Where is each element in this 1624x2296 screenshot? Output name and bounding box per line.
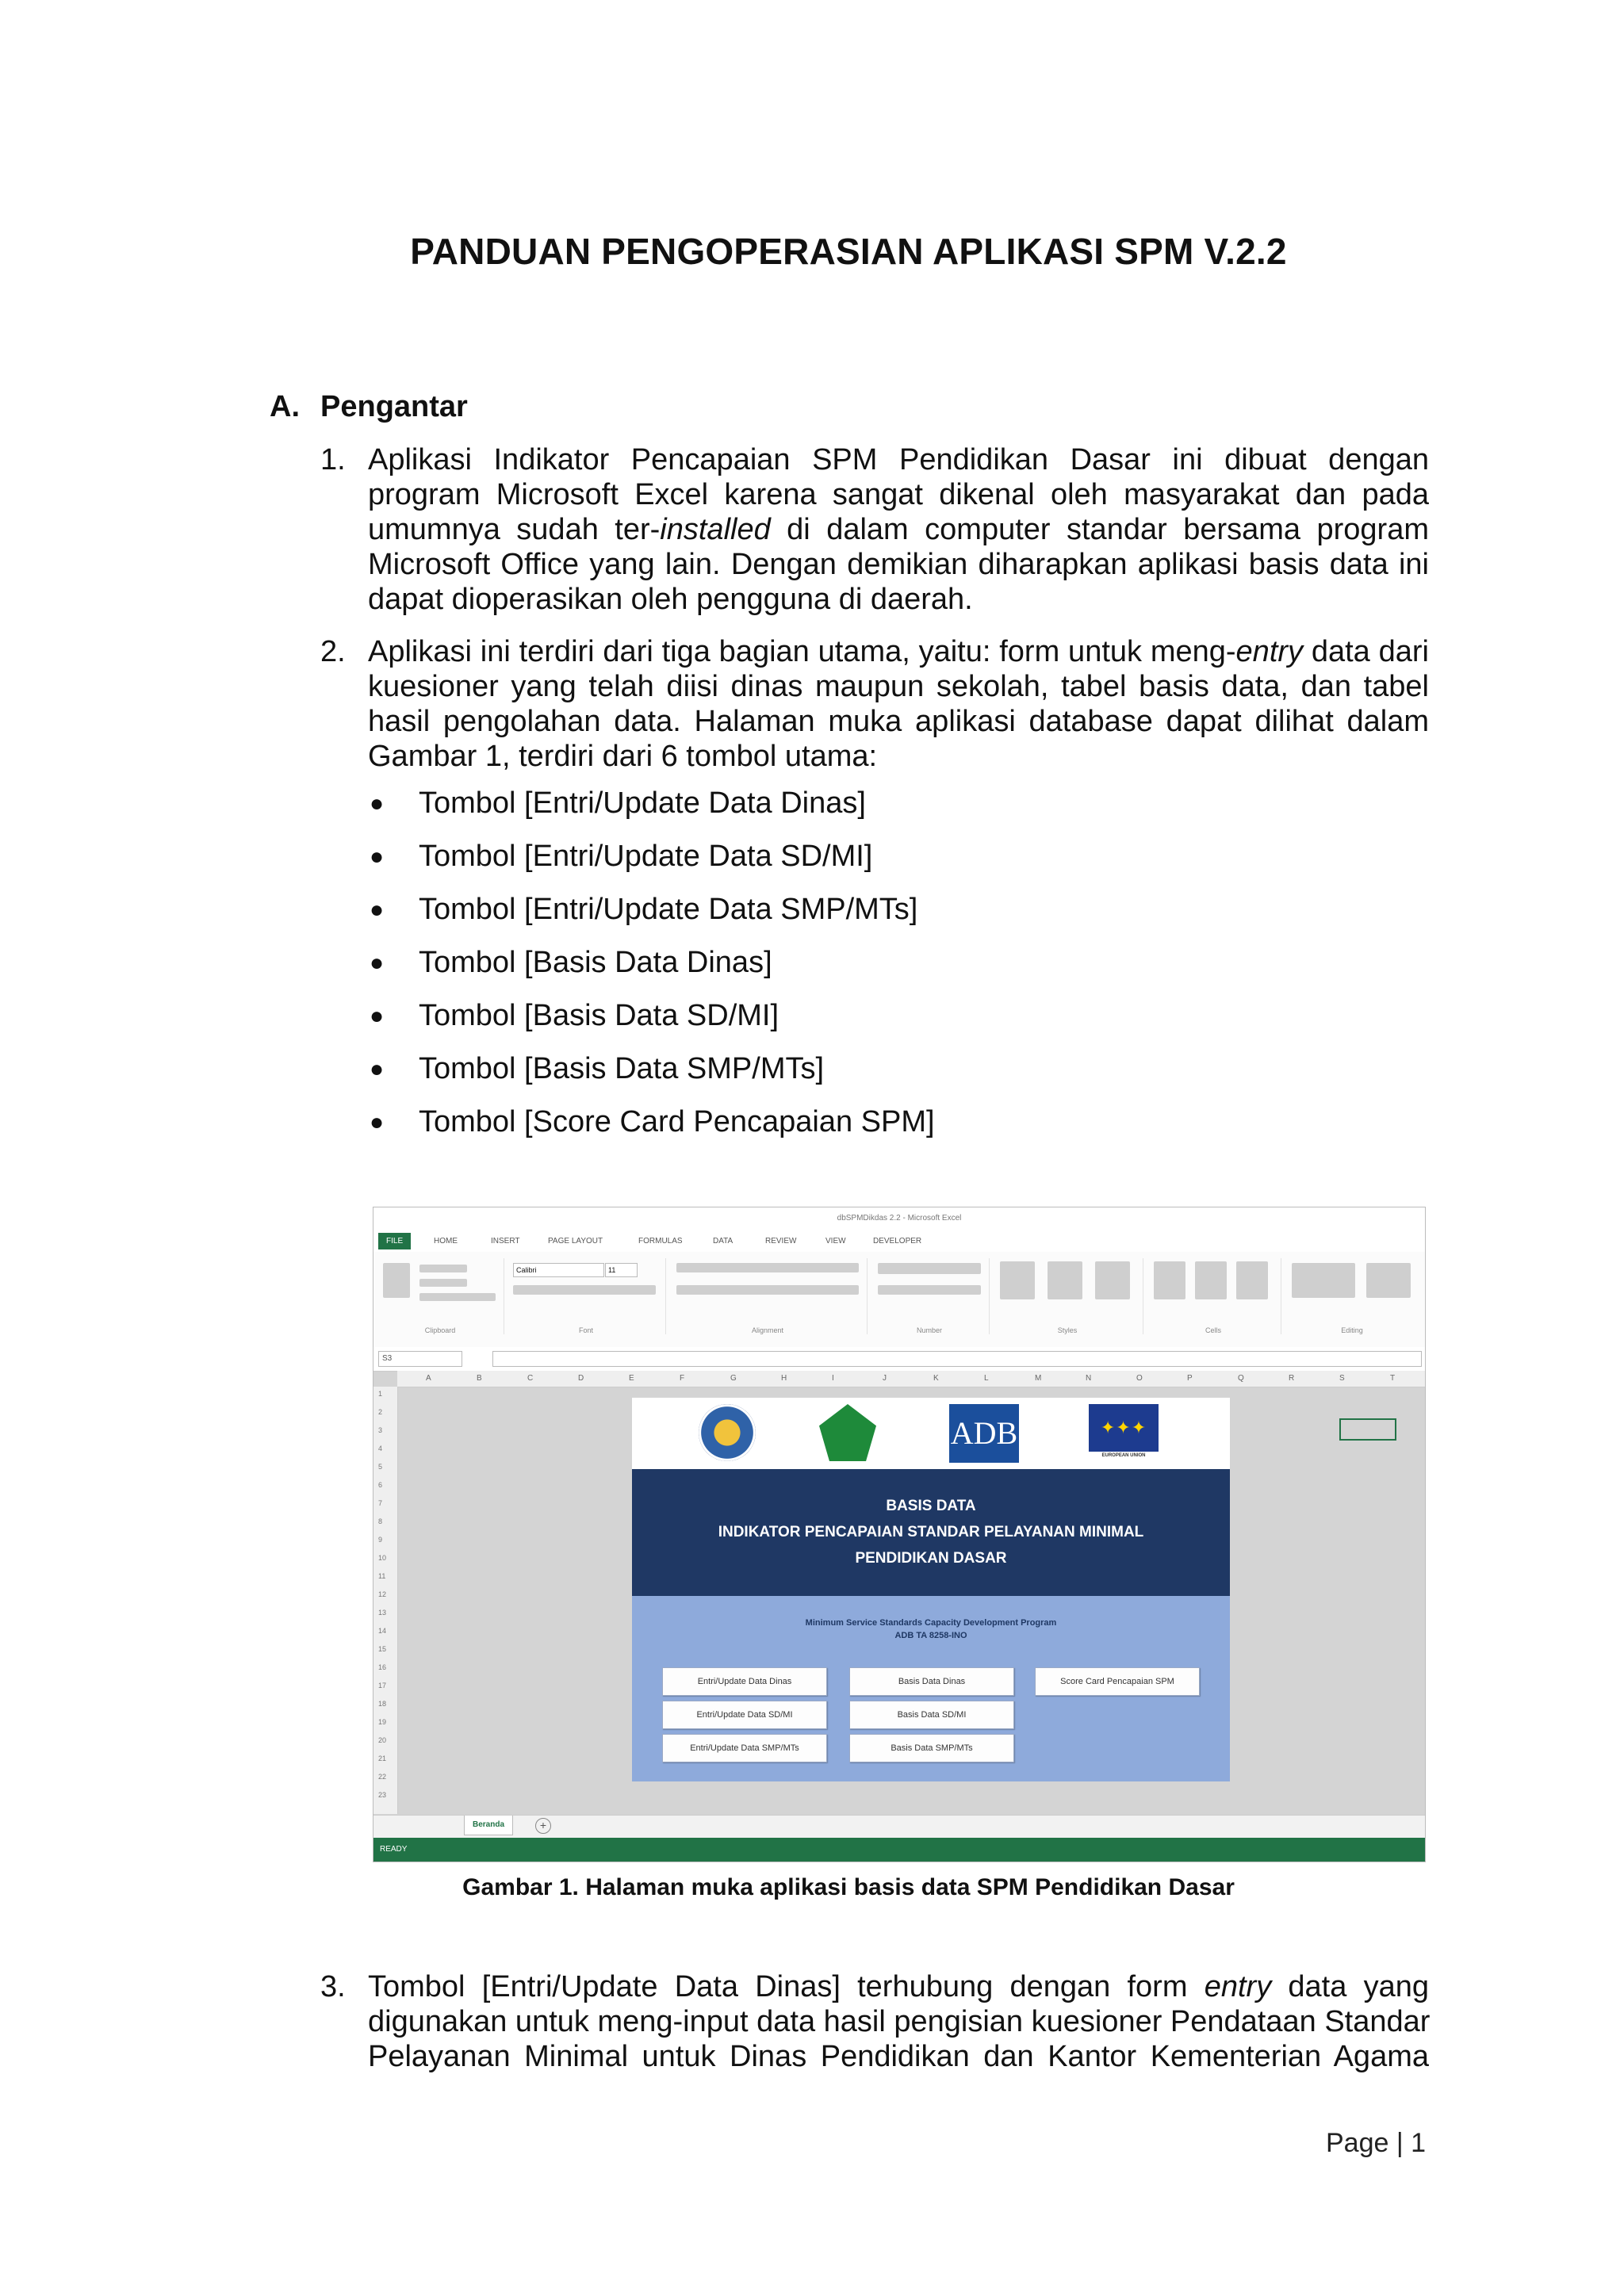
score-card-button[interactable]: Score Card Pencapaian SPM xyxy=(1035,1667,1200,1696)
paragraph-2 xyxy=(320,634,1429,774)
bullet-text: Tombol [Basis Data SD/MI] xyxy=(419,999,779,1032)
ribbon-tab-home: HOME xyxy=(434,1237,458,1246)
bullet-icon: ● xyxy=(370,950,385,976)
ribbon-group-label: Editing xyxy=(1341,1326,1363,1334)
bullet-item xyxy=(370,893,917,927)
bullet-item xyxy=(370,946,772,980)
row-header-8: 8 xyxy=(378,1517,383,1525)
program-caption xyxy=(632,1617,1230,1642)
ribbon-tab-page-layout: PAGE LAYOUT xyxy=(548,1237,603,1246)
row-header-20: 20 xyxy=(378,1736,387,1744)
format-painter-icon xyxy=(419,1293,496,1301)
ribbon-tab-formulas: FORMULAS xyxy=(638,1237,683,1246)
row-header-17: 17 xyxy=(378,1682,387,1689)
ribbon-group-cells xyxy=(1146,1258,1281,1334)
autosum-icon xyxy=(1292,1263,1355,1298)
ribbon-group-label: Styles xyxy=(1057,1326,1078,1334)
section-title: Pengantar xyxy=(320,390,468,423)
eu-flag-logo xyxy=(1089,1404,1159,1452)
bullet-icon: ● xyxy=(370,844,385,870)
ribbon-group-editing xyxy=(1284,1258,1420,1334)
bullet-item xyxy=(370,999,779,1033)
bullet-text: Tombol [Entri/Update Data SMP/MTs] xyxy=(419,893,918,926)
row-header-23: 23 xyxy=(378,1791,387,1799)
row-header-19: 19 xyxy=(378,1718,387,1726)
bullet-icon: ● xyxy=(370,1056,385,1082)
banner-line: BASIS DATA xyxy=(886,1498,976,1514)
entri-dinas-button[interactable]: Entri/Update Data Dinas xyxy=(662,1667,827,1696)
formula-bar xyxy=(373,1347,1425,1372)
figure-caption: Gambar 1. Halaman muka aplikasi basis data SPM Pendidikan Dasar xyxy=(462,1874,1235,1900)
program-line: ADB TA 8258-INO xyxy=(894,1631,967,1640)
entri-smpmts-button[interactable]: Entri/Update Data SMP/MTs xyxy=(662,1734,827,1762)
column-header-p: P xyxy=(1187,1374,1193,1383)
column-header-l: L xyxy=(984,1374,989,1383)
text-line: Aplikasi ini terdiri dari tiga bagian utama, yaitu: form untuk meng-entry data dari xyxy=(368,635,1429,668)
column-header-d: D xyxy=(578,1374,584,1383)
row-headers xyxy=(373,1387,398,1814)
basis-smpmts-button[interactable]: Basis Data SMP/MTs xyxy=(849,1734,1014,1762)
delete-cells-icon xyxy=(1195,1261,1227,1299)
text-line: hasil pengolahan data. Halaman muka aplikasi database dapat dilihat dalam xyxy=(368,705,1429,738)
paragraph-body xyxy=(368,634,1429,774)
column-header-f: F xyxy=(680,1374,685,1383)
format-as-table-icon xyxy=(1048,1261,1082,1299)
section-heading xyxy=(270,390,468,424)
bullet-text: Tombol [Entri/Update Data Dinas] xyxy=(419,786,866,820)
app-home-panel xyxy=(632,1398,1230,1781)
row-header-18: 18 xyxy=(378,1700,387,1708)
row-header-22: 22 xyxy=(378,1773,387,1781)
excel-ribbon xyxy=(373,1252,1425,1348)
merge-center-icon xyxy=(676,1285,859,1295)
column-header-i: I xyxy=(832,1374,834,1383)
text-line: program Microsoft Excel karena sangat dikenal oleh masyarakat dan pada xyxy=(368,478,1429,511)
row-header-1: 1 xyxy=(378,1390,383,1398)
ribbon-tab-file: FILE xyxy=(378,1233,411,1249)
text-line: Aplikasi Indikator Pencapaian SPM Pendidikan Dasar ini dibuat dengan xyxy=(368,443,1429,476)
adb-logo: ADB xyxy=(949,1404,1019,1463)
page-number: Page | 1 xyxy=(1326,2128,1427,2158)
column-header-a: A xyxy=(426,1374,431,1383)
bullet-text: Tombol [Entri/Update Data SD/MI] xyxy=(419,840,873,873)
ribbon-group-clipboard xyxy=(377,1258,504,1334)
font-name-box: Calibri xyxy=(513,1263,604,1277)
banner-line: INDIKATOR PENCAPAIAN STANDAR PELAYANAN MINIMAL xyxy=(718,1524,1144,1540)
ribbon-tab-data: DATA xyxy=(713,1237,733,1246)
bullet-icon: ● xyxy=(370,897,385,923)
bullet-text: Tombol [Basis Data Dinas] xyxy=(419,946,772,979)
row-header-10: 10 xyxy=(378,1554,387,1562)
column-header-q: Q xyxy=(1238,1374,1244,1383)
bullet-item xyxy=(370,786,866,821)
row-header-9: 9 xyxy=(378,1536,383,1544)
name-box: S3 xyxy=(378,1351,462,1367)
paragraph-body xyxy=(368,1969,1429,2074)
bullet-item xyxy=(370,1105,935,1139)
format-cells-icon xyxy=(1236,1261,1268,1299)
column-header-g: G xyxy=(730,1374,737,1383)
font-size-box: 11 xyxy=(605,1263,638,1277)
bullet-item xyxy=(370,1052,824,1086)
text-line: Pelayanan Minimal untuk Dinas Pendidikan dan Kantor Kementerian Agama xyxy=(368,2040,1429,2073)
row-header-7: 7 xyxy=(378,1499,383,1507)
excel-window-title: dbSPMDikdas 2.2 - Microsoft Excel xyxy=(837,1214,962,1223)
ribbon-group-label: Alignment xyxy=(751,1326,784,1334)
column-header-j: J xyxy=(883,1374,887,1383)
column-header-m: M xyxy=(1035,1374,1042,1383)
bullet-text: Tombol [Score Card Pencapaian SPM] xyxy=(419,1105,935,1138)
column-header-h: H xyxy=(781,1374,787,1383)
paragraph-3 xyxy=(320,1969,1429,2074)
bullet-item xyxy=(370,840,872,874)
column-header-s: S xyxy=(1339,1374,1345,1383)
row-header-4: 4 xyxy=(378,1445,383,1452)
number-format-icons xyxy=(878,1285,981,1295)
row-header-3: 3 xyxy=(378,1426,383,1434)
column-header-c: C xyxy=(527,1374,534,1383)
ribbon-group-label: Number xyxy=(916,1326,942,1334)
row-header-21: 21 xyxy=(378,1755,387,1762)
kemenag-logo xyxy=(819,1404,876,1461)
text-line: umumnya sudah ter-installed di dalam computer standar bersama program xyxy=(368,513,1429,546)
kemdikbud-logo xyxy=(699,1404,756,1461)
bullet-icon: ● xyxy=(370,1109,385,1135)
bullet-icon: ● xyxy=(370,1003,385,1029)
ribbon-tab-view: VIEW xyxy=(825,1237,846,1246)
row-header-13: 13 xyxy=(378,1609,387,1617)
row-header-14: 14 xyxy=(378,1627,387,1635)
banner-line: PENDIDIKAN DASAR xyxy=(855,1550,1007,1567)
column-header-r: R xyxy=(1289,1374,1295,1383)
ribbon-tab-review: REVIEW xyxy=(765,1237,797,1246)
title-banner xyxy=(632,1469,1230,1596)
ribbon-group-number xyxy=(870,1258,990,1334)
ribbon-tab-insert: INSERT xyxy=(491,1237,520,1246)
text-line: kuesioner yang telah diisi dinas maupun sekolah, tabel basis data, dan tabel xyxy=(368,670,1429,703)
row-header-11: 11 xyxy=(378,1572,386,1580)
number-format-box xyxy=(878,1263,981,1274)
item-number: 1. xyxy=(320,443,346,476)
column-header-e: E xyxy=(629,1374,634,1383)
insert-cells-icon xyxy=(1154,1261,1185,1299)
basis-dinas-button[interactable]: Basis Data Dinas xyxy=(849,1667,1014,1696)
text-line: dapat dioperasikan oleh pengguna di daerah. xyxy=(368,583,973,616)
selected-cell xyxy=(1339,1418,1396,1441)
eu-caption: EUROPEAN UNION xyxy=(1101,1453,1146,1458)
eu-stars-icon: ✦✦✦ xyxy=(1100,1418,1147,1437)
font-format-icons xyxy=(513,1285,656,1295)
ribbon-group-alignment xyxy=(668,1258,868,1334)
section-letter: A. xyxy=(270,390,300,423)
paste-icon xyxy=(383,1263,410,1298)
row-header-5: 5 xyxy=(378,1463,383,1471)
excel-ribbon-tabs xyxy=(373,1231,1425,1253)
ribbon-group-font xyxy=(507,1258,666,1334)
basis-sdmi-button[interactable]: Basis Data SD/MI xyxy=(849,1701,1014,1729)
ribbon-group-label: Clipboard xyxy=(424,1326,456,1334)
row-header-16: 16 xyxy=(378,1663,387,1671)
excel-title-bar xyxy=(373,1207,1425,1231)
ribbon-group-styles xyxy=(992,1258,1143,1334)
cell-styles-icon xyxy=(1095,1261,1130,1299)
conditional-formatting-icon xyxy=(1000,1261,1035,1299)
paragraph-1 xyxy=(320,442,1429,617)
cut-icon xyxy=(419,1265,467,1272)
column-headers xyxy=(397,1371,1425,1387)
document-title: PANDUAN PENGOPERASIAN APLIKASI SPM V.2.2 xyxy=(410,231,1287,272)
figure-excel-screenshot xyxy=(373,1207,1426,1862)
text-line: Gambar 1, terdiri dari 6 tombol utama: xyxy=(368,740,878,773)
row-header-6: 6 xyxy=(378,1481,383,1489)
bullet-text: Tombol [Basis Data SMP/MTs] xyxy=(419,1052,825,1085)
entri-sdmi-button[interactable]: Entri/Update Data SD/MI xyxy=(662,1701,827,1729)
button-area xyxy=(632,1596,1230,1781)
program-line: Minimum Service Standards Capacity Development Program xyxy=(805,1618,1057,1628)
row-header-12: 12 xyxy=(378,1590,387,1598)
item-number: 2. xyxy=(320,635,346,668)
column-header-b: B xyxy=(477,1374,482,1383)
paragraph-body xyxy=(368,442,1429,617)
ribbon-group-label: Cells xyxy=(1205,1326,1221,1334)
column-header-k: K xyxy=(933,1374,939,1383)
sheet-tab-bar xyxy=(373,1815,1425,1838)
column-header-o: O xyxy=(1136,1374,1143,1383)
bullet-icon: ● xyxy=(370,790,385,817)
sheet-tab-beranda[interactable]: Beranda xyxy=(464,1816,513,1835)
sort-filter-icon xyxy=(1366,1263,1411,1298)
formula-input xyxy=(492,1351,1422,1367)
row-header-2: 2 xyxy=(378,1408,383,1416)
ribbon-group-label: Font xyxy=(578,1326,593,1334)
status-text: READY xyxy=(380,1845,408,1854)
text-line: digunakan untuk meng-input data hasil pengisian kuesioner Pendataan Standar xyxy=(368,2005,1431,2038)
copy-icon xyxy=(419,1279,467,1287)
logo-strip xyxy=(632,1398,1230,1469)
text-line: Tombol [Entri/Update Data Dinas] terhubung dengan form entry data yang xyxy=(368,1970,1429,2003)
ribbon-tab-developer: DEVELOPER xyxy=(873,1237,922,1246)
excel-status-bar xyxy=(373,1838,1425,1862)
text-line: Microsoft Office yang lain. Dengan demikian diharapkan aplikasi basis data ini xyxy=(368,548,1429,581)
column-header-n: N xyxy=(1086,1374,1092,1383)
column-header-t: T xyxy=(1390,1374,1396,1383)
item-number: 3. xyxy=(320,1970,346,2003)
row-header-15: 15 xyxy=(378,1645,387,1653)
alignment-icons xyxy=(676,1263,859,1272)
add-sheet-icon[interactable]: + xyxy=(535,1818,551,1834)
